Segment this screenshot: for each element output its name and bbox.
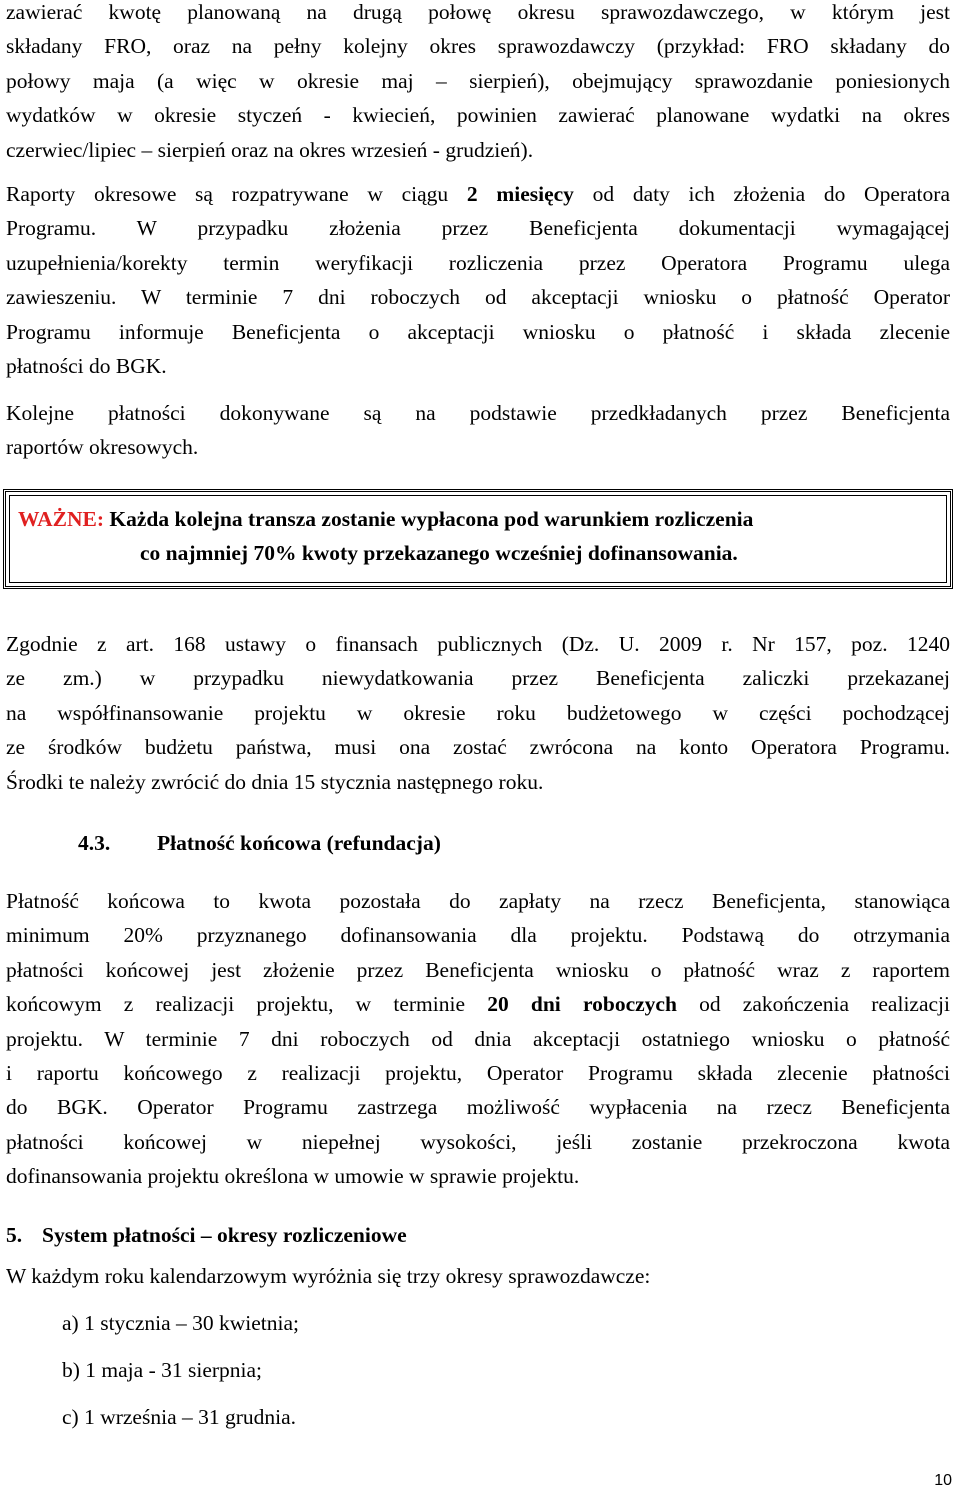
list-item: b) 1 maja - 31 sierpnia; [62, 1358, 263, 1382]
text-line: czerwiec/lipiec – sierpień oraz na okres wrzesień - grudzień). [6, 137, 534, 162]
text-line: Zgodnie z art. 168 ustawy o finansach publicznych (Dz. U. 2009 r. Nr 157, poz. 1240 [6, 632, 950, 656]
text-line: W każdym roku kalendarzowym wyróżnia się trzy okresy sprawozdawcze: [6, 1264, 651, 1288]
text-line: Środki te należy zwrócić do dnia 15 stycznia następnego roku. [6, 769, 544, 794]
text-line: płatności do BGK. [6, 353, 167, 378]
text-line: projektu. W terminie 7 dni roboczych od dnia akceptacji ostatniego wniosku o płatność [6, 1026, 950, 1051]
text-line: uzupełnienia/korekty termin weryfikacji rozliczenia przez Operatora Programu ulega [6, 250, 950, 275]
paragraph-final-payment [6, 884, 950, 1194]
text-line: zawieszeniu. W terminie 7 dni roboczych od akceptacji wniosku o płatność Operator [6, 285, 950, 310]
warning-text: Każda kolejna transza zostanie wypłacona pod warunkiem rozliczenia [104, 507, 754, 531]
page-number: 10 [934, 1472, 952, 1489]
text-line: ze zm.) w przypadku niewydatkowania przez Beneficjenta zaliczki przekazanej [6, 666, 950, 691]
warning-line [18, 502, 753, 536]
paragraph-periodic-reports [6, 177, 950, 383]
warning-box [3, 489, 953, 589]
section-title: System płatności – okresy rozliczeniowe [42, 1223, 407, 1247]
paragraph-reporting-periods-intro [6, 1259, 950, 1293]
text-line: raportów okresowych. [6, 435, 199, 460]
text-line: ze środków budżetu państwa, musi ona zostać zwrócona na konto Operatora Programu. [6, 735, 950, 760]
text-line: i raportu końcowego z realizacji projektu, Operator Programu składa zlecenie płatności [6, 1060, 950, 1085]
text-line: Płatność końcowa to kwota pozostała do zapłaty na rzecz Beneficjenta, stanowiąca [6, 889, 950, 913]
text-line: do BGK. Operator Programu zastrzega możliwość wypłacenia na rzecz Beneficjenta [6, 1095, 950, 1120]
text-line: płatności końcowej jest złożenie przez Beneficjenta wniosku o płatność wraz z raportem [6, 957, 950, 982]
text-line: wydatków w okresie styczeń - kwiecień, powinien zawierać planowane wydatki na okres [6, 103, 950, 128]
text-fragment: Raporty okresowe są rozpatrywane w ciągu [6, 182, 467, 206]
paragraph-fro-planning [6, 0, 950, 167]
text-line: zawierać kwotę planowaną na drugą połowę okresu sprawozdawczego, w którym jest [6, 0, 950, 24]
text-line: Kolejne płatności dokonywane są na podstawie przedkładanych przez Beneficjenta [6, 401, 950, 425]
section-number: 5. [6, 1223, 23, 1247]
warning-label: WAŻNE: [18, 507, 105, 531]
section-number: 4.3. [78, 831, 111, 855]
text-fragment: od zakończenia realizacji [676, 992, 950, 1017]
text-line [6, 987, 950, 1021]
text-line: składany FRO, oraz na pełny kolejny okres sprawozdawczy (przykład: FRO składany do [6, 34, 950, 59]
bold-term: 2 miesięcy [466, 182, 574, 206]
text-line: dofinansowania projektu określona w umowie w sprawie projektu. [6, 1164, 580, 1189]
paragraph-public-finance-act [6, 627, 950, 799]
list-item: c) 1 września – 31 grudnia. [62, 1405, 297, 1429]
text-fragment: od daty ich złożenia do Operatora [573, 182, 950, 206]
bold-term: 20 dni roboczych [487, 992, 677, 1017]
warning-line: co najmniej 70% kwoty przekazanego wcześniej dofinansowania. [140, 541, 738, 565]
text-line: połowy maja (a więc w okresie maj – sierpień), obejmujący sprawozdanie poniesionych [6, 68, 950, 93]
text-line: Programu. W przypadku złożenia przez Beneficjenta dokumentacji wymagającej [6, 216, 950, 241]
text-line: płatności końcowej w niepełnej wysokości, jeśli zostanie przekroczona kwota [6, 1129, 950, 1154]
paragraph-next-payments [6, 396, 950, 465]
text-line: na współfinansowanie projektu w okresie roku budżetowego w części pochodzącej [6, 700, 950, 725]
section-title: Płatność końcowa (refundacja) [157, 831, 441, 855]
text-line: minimum 20% przyznanego dofinansowania dla projektu. Podstawą do otrzymania [6, 923, 950, 948]
list-item: a) 1 stycznia – 30 kwietnia; [62, 1311, 300, 1335]
text-line: Programu informuje Beneficjenta o akceptacji wniosku o płatność i składa zlecenie [6, 319, 950, 344]
text-fragment: końcowym z realizacji projektu, w terminie [6, 992, 488, 1017]
text-line [6, 177, 950, 211]
